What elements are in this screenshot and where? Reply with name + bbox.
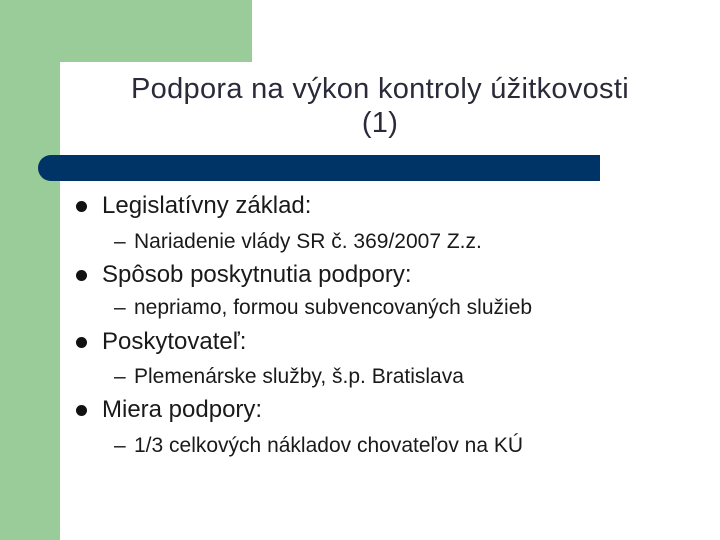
bullet-dot-icon [76, 337, 87, 348]
slide-title-line2: (1) [361, 107, 399, 139]
bullet-label: Miera podpory: [102, 396, 263, 423]
sub-bullet-dash-icon: – [114, 434, 126, 457]
sub-bullet-dash-icon: – [114, 365, 126, 388]
green-top-block [0, 0, 252, 62]
slide-title-line1: Podpora na výkon kontroly úžitkovosti [131, 73, 629, 105]
slide-title [60, 72, 700, 140]
bullet-dot-icon [76, 270, 87, 281]
bullet-label: Poskytovateľ: [102, 328, 247, 355]
sub-bullet-text: Plemenárske služby, š.p. Bratislava [134, 365, 464, 388]
sub-bullet-text: Nariadenie vlády SR č. 369/2007 Z.z. [134, 230, 482, 253]
bullet-dot-icon [76, 405, 87, 416]
bullet-label: Legislatívny základ: [102, 192, 312, 219]
bullet-label: Spôsob poskytnutia podpory: [102, 261, 412, 288]
sub-bullet-dash-icon: – [114, 230, 126, 253]
green-side-panel [0, 0, 60, 540]
sub-bullet-text: nepriamo, formou subvencovaných služieb [134, 296, 533, 319]
sub-bullet-dash-icon: – [114, 296, 126, 319]
bullet-dot-icon [76, 201, 87, 212]
title-separator-bar [38, 155, 600, 181]
sub-bullet-text: 1/3 celkových nákladov chovateľov na KÚ [134, 434, 524, 457]
